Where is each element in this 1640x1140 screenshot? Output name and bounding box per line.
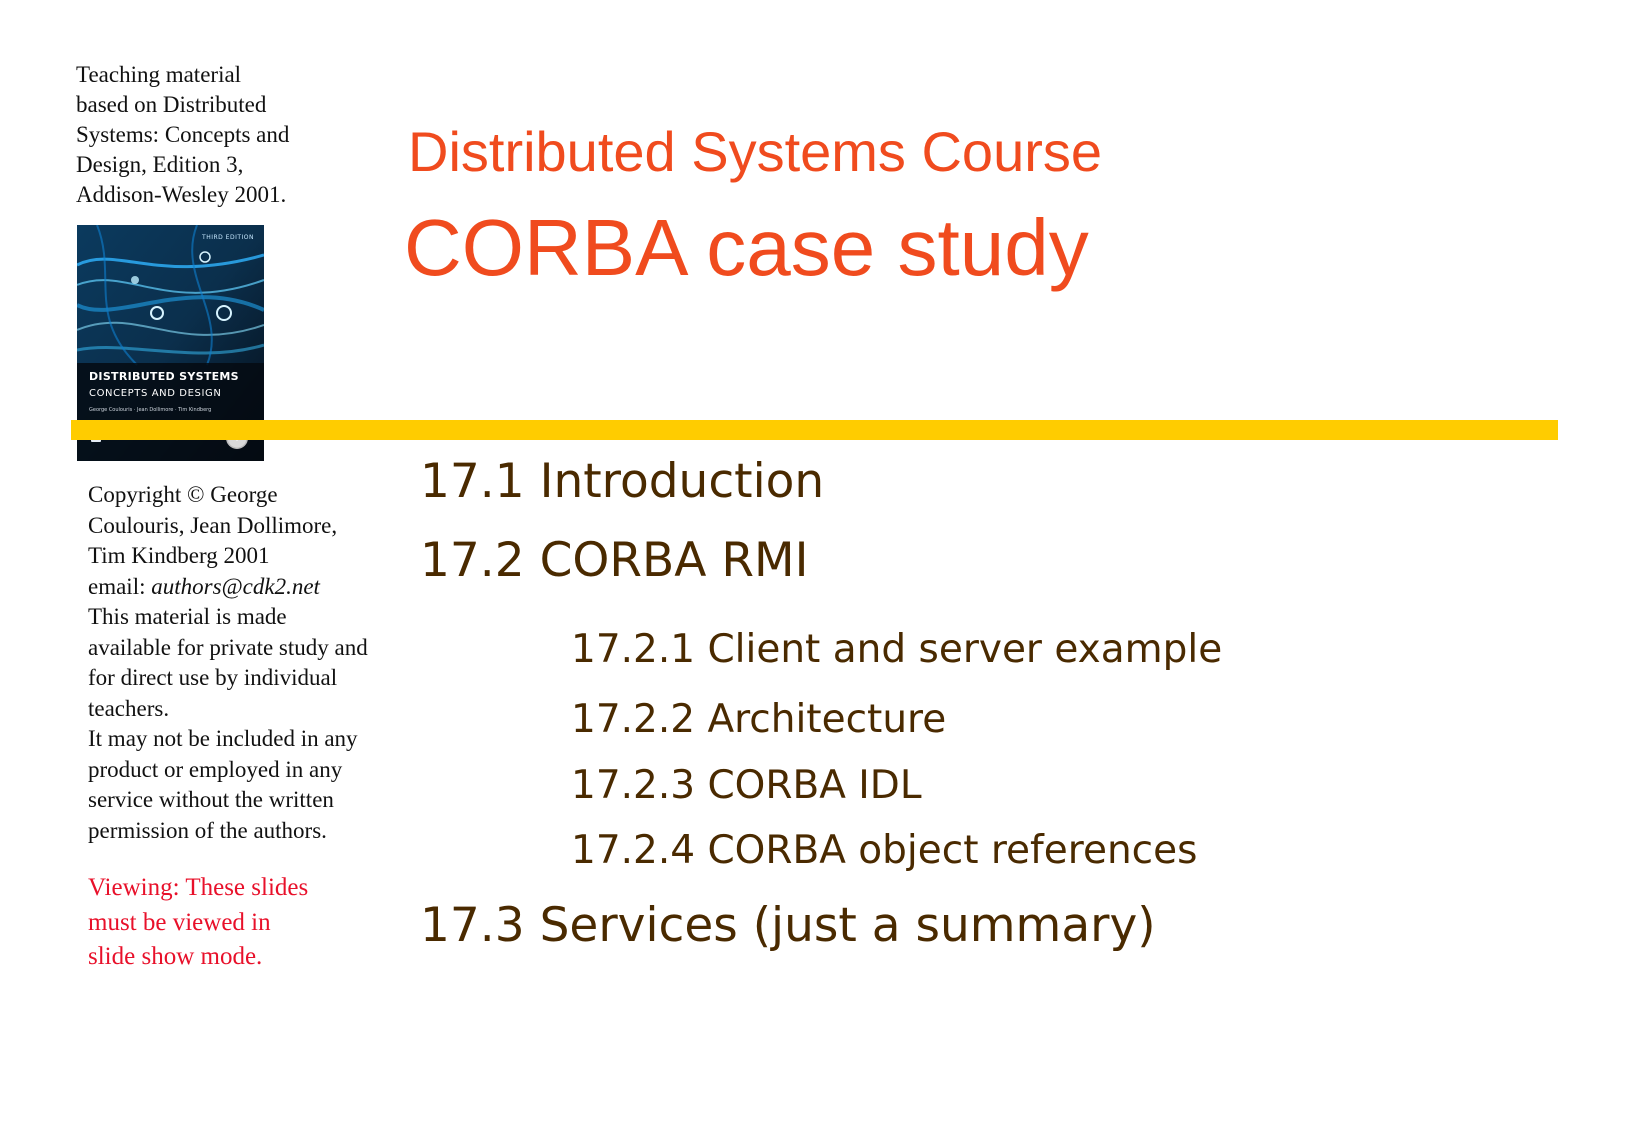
notice-line: teachers. xyxy=(88,695,170,721)
book-edition-label: THIRD EDITION xyxy=(202,234,254,241)
email-label: email: xyxy=(88,573,146,599)
toc-item-services: 17.3 Services (just a summary) xyxy=(420,898,1156,953)
viewing-note-line: Viewing: These slides xyxy=(88,874,309,901)
attribution-line: Addison-Wesley 2001. xyxy=(76,182,287,207)
viewing-note xyxy=(88,871,388,975)
title-divider xyxy=(71,420,1558,440)
toc-item-corba-rmi: 17.2 CORBA RMI xyxy=(420,533,809,588)
email-line xyxy=(88,572,408,603)
notice-line: service without the written xyxy=(88,787,334,812)
copyright-notice xyxy=(88,480,408,846)
attribution-line: based on Distributed xyxy=(76,92,267,117)
notice-line: It may not be included in any xyxy=(88,726,358,751)
book-authors: George Coulouris · Jean Dollimore · Tim Kindberg xyxy=(89,407,212,413)
copyright-line: Copyright © George xyxy=(88,482,278,507)
notice-line: product or employed in any xyxy=(88,756,343,782)
notice-line: permission of the authors. xyxy=(88,817,327,843)
course-title: Distributed Systems Course xyxy=(408,120,1103,183)
book-subtitle: CONCEPTS AND DESIGN xyxy=(89,388,222,399)
attribution-line: Teaching material xyxy=(76,62,242,87)
toc-item-architecture: 17.2.2 Architecture xyxy=(571,697,947,742)
copyright-line: Coulouris, Jean Dollimore, xyxy=(88,512,338,538)
teaching-material-attribution xyxy=(76,60,336,210)
notice-line: available for private study and xyxy=(88,634,368,660)
attribution-line: Design, Edition 3, xyxy=(76,152,244,177)
book-title: DISTRIBUTED SYSTEMS xyxy=(89,370,239,383)
toc-item-object-references: 17.2.4 CORBA object references xyxy=(571,828,1198,873)
notice-line: for direct use by individual xyxy=(88,665,338,690)
toc-item-introduction: 17.1 Introduction xyxy=(420,454,825,509)
toc-item-client-server-example: 17.2.1 Client and server example xyxy=(571,627,1223,672)
notice-line: This material is made xyxy=(88,604,287,629)
viewing-note-line: must be viewed in xyxy=(88,908,271,936)
attribution-line: Systems: Concepts and xyxy=(76,122,290,147)
email-address: authors@cdk2.net xyxy=(151,573,320,599)
viewing-note-line: slide show mode. xyxy=(88,943,263,970)
slide-title: CORBA case study xyxy=(404,203,1089,292)
copyright-line: Tim Kindberg 2001 xyxy=(88,543,270,568)
toc-item-corba-idl: 17.2.3 CORBA IDL xyxy=(571,763,922,808)
